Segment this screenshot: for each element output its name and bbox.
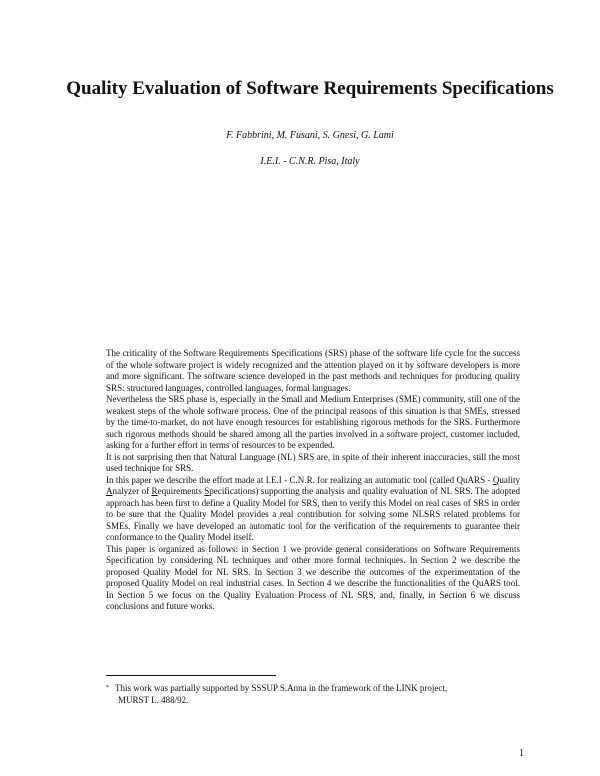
paper-title: Quality Evaluation of Software Requirements Specifications: [66, 78, 554, 99]
body-paragraph: [106, 394, 520, 452]
footnote-line-1: [106, 683, 520, 695]
paragraph-text: Nevertheless the SRS phase is, especially in the Small and Medium Enterprises (SME) community, still one of the weakest steps of the whole software process. One of the principal reasons of this situation is that SMEs, stressed by the time-to-market, do not have enough resources for establishing rigorous methods for the SRS. Furthermore such rigorous methods should be shared among all the parties involved in a software project, customer included, asking for a further effort in terms of resources to be expended.: [106, 394, 520, 450]
underlined-letter: S: [204, 486, 210, 496]
underlined-letter: A: [106, 486, 113, 496]
paragraph-text: The criticality of the Software Requirements Specifications (SRS) phase of the software life cycle for the success of the whole software project is widely recognized and the attention played on it by software developers is more and more significant. The software science developed in the past methods and techniques for producing quality SRS: structured languages, controlled languages, formal languages.: [106, 348, 520, 393]
footnote-mark: *: [106, 685, 109, 691]
author-affiliation: I.E.I. - C.N.R. Pisa, Italy: [260, 156, 360, 167]
paragraph-text: It is not surprising then that Natural Language (NL) SRS are, in spite of their inherent inaccuracies, still the most used technique for SRS.: [106, 451, 520, 473]
paragraph-text: uality: [499, 474, 520, 485]
underlined-letter: Q: [492, 474, 500, 485]
paragraph-text: In this paper we describe the effort made at I.E.I - C.N.R. for realizing an automatic tool (called QuARS -: [106, 474, 493, 485]
body-paragraph: [106, 475, 520, 544]
body-paragraph: [106, 544, 520, 613]
paragraph-text: pecifications) supporting the analysis and quality evaluation of NL SRS. The adopted approach has been first to define a Quality Model for SRS, then to verify this Model on real cases of SRS in order to be sure that the Quality Model provides a real contribution for solving some NLSRS related problems for SMEs. Finally we have developed an automatic tool for the verification of the requirements to guarantee their conformance to the Quality Model itself.: [106, 486, 521, 542]
paragraph-text: This paper is organized as follows: in Section 1 we provide general considerations on Software Requirements Specification by considering NL techniques and other more formal techniques. In Section 2 we describe the proposed Quality Model for NL SRS. In Section 3 we describe the outcomes of the experimentation of the proposed Quality Model on real industrial cases. In Section 4 we describe the functionalities of the QuARS tool. In Section 5 we focus on the Quality Evaluation Process of NL SRS, and, finally, in Section 6 we discuss conclusions and future works.: [106, 543, 520, 611]
page-number: 1: [519, 748, 524, 759]
footnote-text-1: This work was partially supported by SSSUP S.Anna in the framework of the LINK project,: [115, 683, 448, 693]
footnote-text-2: MURST L. 488/92.: [118, 694, 189, 705]
paragraph-text: equirements: [157, 486, 205, 496]
footnote: [106, 683, 520, 706]
footnote-divider: [106, 675, 276, 676]
author-list: F. Fabbrini, M. Fusani, S. Gnesi, G. Lami: [226, 130, 394, 141]
body-paragraph: [106, 348, 520, 394]
abstract-body: [106, 348, 520, 613]
paragraph-text: nalyzer of: [112, 486, 152, 496]
underlined-letter: R: [151, 486, 158, 496]
body-paragraph: [106, 452, 520, 475]
